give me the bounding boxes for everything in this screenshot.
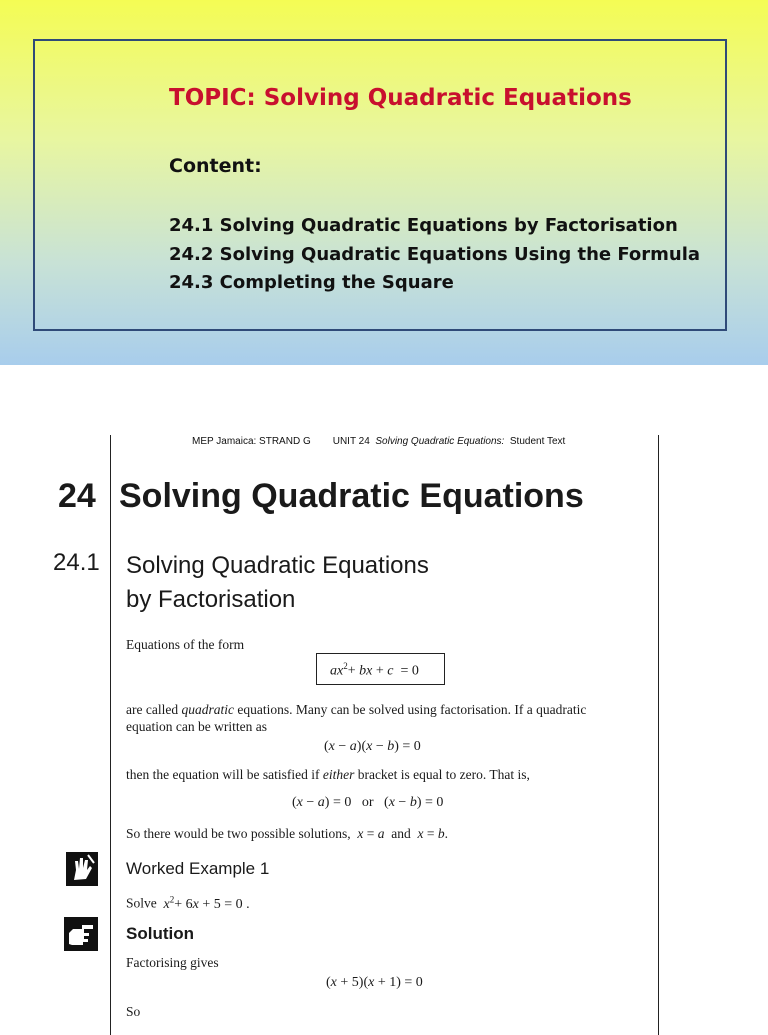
section-number: 24.1	[53, 549, 100, 576]
content-item-1: 24.1 Solving Quadratic Equations by Factorisation	[169, 215, 678, 236]
hand-writing-icon	[66, 852, 98, 884]
section-title-line-2: by Factorisation	[126, 586, 296, 613]
chapter-number: 24	[58, 477, 96, 515]
para3-italic: either	[322, 767, 355, 782]
chapter-title: Solving Quadratic Equations	[119, 477, 584, 515]
right-margin-rule	[658, 435, 659, 1035]
content-item-3: 24.3 Completing the Square	[169, 272, 454, 293]
para2-text-b: equations. Many can be solved using factorisation. If a quadratic	[233, 702, 587, 717]
para3-text-a: then the equation will be satisfied if	[126, 767, 323, 782]
solve-word: Solve	[126, 895, 157, 911]
factored-equation: (x − a)(x − b) = 0	[324, 739, 421, 754]
worked-example-heading: Worked Example 1	[126, 859, 270, 878]
paragraph-quadratic-line-2: equation can be written as	[126, 719, 267, 734]
solve-line: Solve $x^2+ 6x + 5 = 0$ .	[126, 894, 250, 912]
section-title-line-1: Solving Quadratic Equations	[126, 552, 429, 579]
factored-worked-equation: (x + 5)(x + 1) = 0	[326, 975, 423, 990]
or-word: or	[361, 795, 374, 810]
general-quadratic-equation: $ax^2+$ bx + c = 0	[330, 661, 419, 679]
section-title	[126, 549, 429, 617]
hand-pointing-icon	[64, 917, 96, 949]
factorising-gives: Factorising gives	[126, 955, 219, 970]
topic-box	[33, 39, 727, 331]
header-student-text: Student Text	[509, 436, 566, 447]
para3-text-b: bracket is equal to zero. That is,	[354, 767, 530, 782]
paragraph-either-bracket	[126, 767, 530, 783]
header-strand: MEP Jamaica: STRAND G	[192, 436, 311, 447]
so-word: So	[126, 1004, 141, 1019]
content-item-2: 24.2 Solving Quadratic Equations Using the Formula	[169, 244, 701, 265]
header-unit-title: Solving Quadratic Equations:	[375, 436, 505, 447]
left-margin-rule	[110, 435, 111, 1035]
zero-bracket-equations: (x − a) = 0 or (x − b) = 0	[292, 795, 444, 810]
running-header	[192, 436, 565, 447]
topic-slide	[0, 0, 768, 365]
topic-title: TOPIC: Solving Quadratic Equations	[169, 85, 632, 111]
and-word: and	[391, 826, 411, 841]
header-unit: UNIT 24	[332, 436, 370, 447]
paragraph-two-solutions: So there would be two possible solutions, x = a and x = b.	[126, 826, 448, 841]
para4-text: So there would be two possible solutions,	[126, 826, 351, 841]
content-label: Content:	[169, 155, 262, 177]
solution-heading: Solution	[126, 924, 194, 943]
paragraph-quadratic-line-1	[126, 702, 586, 718]
textbook-page	[0, 365, 768, 1024]
para2-text-a: are called	[126, 702, 182, 717]
paragraph-equations-form: Equations of the form	[126, 637, 245, 652]
para2-italic: quadratic	[181, 702, 234, 717]
